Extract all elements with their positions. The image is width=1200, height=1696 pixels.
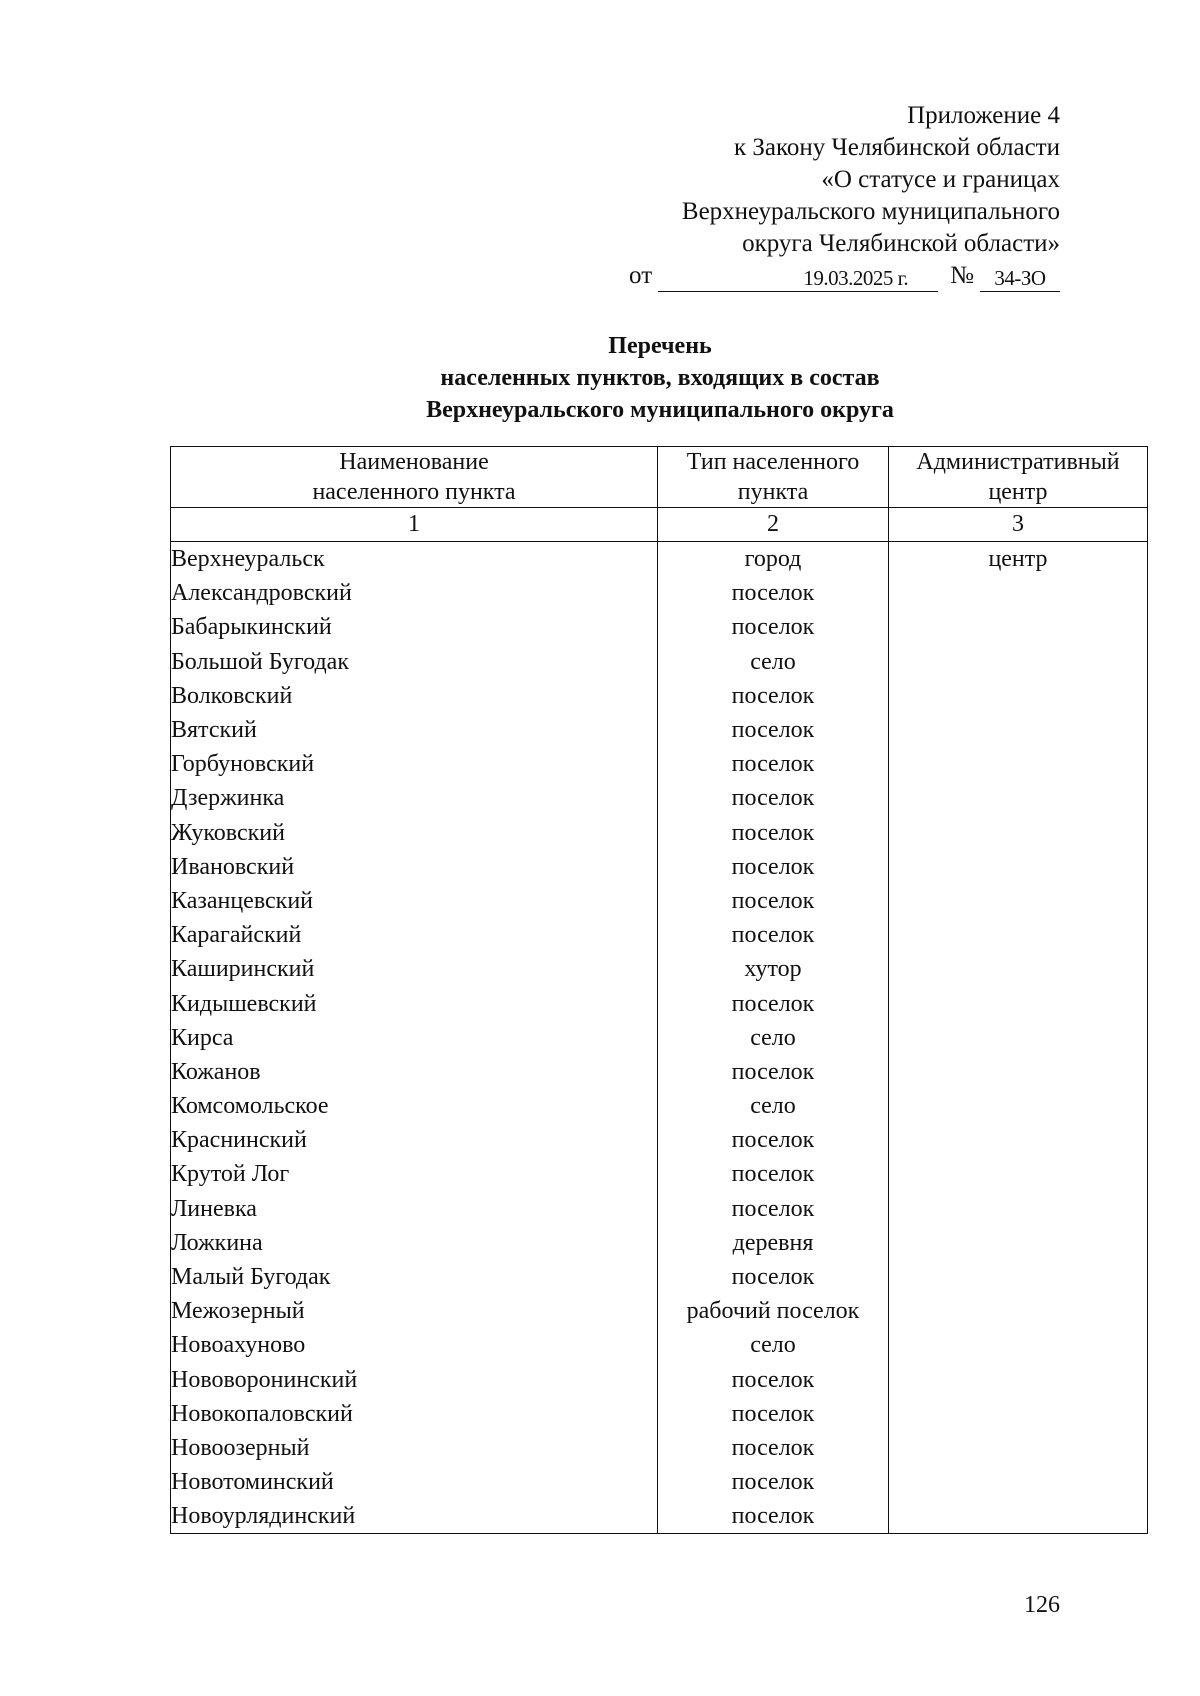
document-header [629, 100, 1060, 292]
title-line-1: Перечень [608, 333, 712, 359]
settlement-name: Краснинский [171, 1123, 658, 1157]
settlements-table [170, 446, 1148, 1534]
settlement-name: Дзержинка [171, 781, 658, 815]
settlement-name: Нововоронинский [171, 1363, 658, 1397]
admin-center [889, 1226, 1148, 1260]
table-row [171, 1021, 1148, 1055]
settlement-type: поселок [658, 1431, 889, 1465]
settlement-type: поселок [658, 986, 889, 1020]
settlement-name: Жуковский [171, 816, 658, 850]
table-row [171, 713, 1148, 747]
admin-center [889, 1465, 1148, 1499]
admin-center [889, 1294, 1148, 1328]
settlement-name: Кирса [171, 1021, 658, 1055]
admin-center [889, 952, 1148, 986]
admin-center [889, 1123, 1148, 1157]
admin-center [889, 679, 1148, 713]
settlement-type: поселок [658, 713, 889, 747]
column-number: 3 [889, 508, 1148, 542]
law-number: 34-ЗО [980, 265, 1060, 292]
column-number-row [171, 508, 1148, 542]
table-row [171, 1089, 1148, 1123]
settlement-name: Комсомольское [171, 1089, 658, 1123]
admin-center [889, 645, 1148, 679]
date-prefix: от [629, 262, 653, 289]
admin-center [889, 816, 1148, 850]
settlement-type: поселок [658, 1192, 889, 1226]
settlement-name: Карагайский [171, 918, 658, 952]
table-row [171, 1328, 1148, 1362]
table-row [171, 610, 1148, 644]
settlement-name: Горбуновский [171, 747, 658, 781]
table-row [171, 1226, 1148, 1260]
settlement-type: хутор [658, 952, 889, 986]
settlement-name: Крутой Лог [171, 1157, 658, 1191]
admin-center [889, 713, 1148, 747]
settlement-name: Межозерный [171, 1294, 658, 1328]
title-line-2: населенных пунктов, входящих в состав [440, 365, 880, 391]
settlement-type: поселок [658, 781, 889, 815]
table-row [171, 1157, 1148, 1191]
column-number: 2 [658, 508, 889, 542]
admin-center [889, 884, 1148, 918]
settlement-name: Ивановский [171, 850, 658, 884]
table-header-row [171, 447, 1148, 508]
table-row [171, 952, 1148, 986]
table-row [171, 1192, 1148, 1226]
settlement-name: Большой Бугодак [171, 645, 658, 679]
table-row [171, 1055, 1148, 1089]
table-row [171, 679, 1148, 713]
table-row [171, 1260, 1148, 1294]
appendix-label: Приложение 4 [907, 102, 1060, 129]
settlement-name: Каширинский [171, 952, 658, 986]
settlement-name: Верхнеуральск [171, 542, 658, 577]
table-row [171, 645, 1148, 679]
settlement-type: поселок [658, 1499, 889, 1534]
admin-center [889, 1499, 1148, 1534]
admin-center [889, 1021, 1148, 1055]
table-row [171, 884, 1148, 918]
settlement-type: поселок [658, 1260, 889, 1294]
settlement-type: село [658, 645, 889, 679]
admin-center [889, 1260, 1148, 1294]
table-row [171, 816, 1148, 850]
settlement-type: поселок [658, 747, 889, 781]
settlement-type: поселок [658, 1157, 889, 1191]
table-row [171, 1499, 1148, 1534]
settlement-type: поселок [658, 884, 889, 918]
table-row [171, 781, 1148, 815]
table-row [171, 1465, 1148, 1499]
settlement-type: поселок [658, 918, 889, 952]
table-row [171, 1123, 1148, 1157]
column-number: 1 [171, 508, 658, 542]
number-prefix: № [950, 262, 974, 289]
settlement-type: поселок [658, 1123, 889, 1157]
table-row [171, 747, 1148, 781]
admin-center [889, 1055, 1148, 1089]
settlement-type: деревня [658, 1226, 889, 1260]
settlement-type: поселок [658, 679, 889, 713]
settlement-type: поселок [658, 816, 889, 850]
admin-center: центр [889, 542, 1148, 577]
settlement-name: Вятский [171, 713, 658, 747]
settlement-type: поселок [658, 1397, 889, 1431]
table-row [171, 850, 1148, 884]
settlement-type: поселок [658, 1465, 889, 1499]
admin-center [889, 1397, 1148, 1431]
column-header-name: Наименование населенного пункта [171, 447, 658, 508]
admin-center [889, 850, 1148, 884]
settlement-name: Кожанов [171, 1055, 658, 1089]
settlement-type: село [658, 1089, 889, 1123]
table-row [171, 1431, 1148, 1465]
law-reference: к Закону Челябинской области [734, 134, 1060, 161]
title-line-3: Верхнеуральского муниципального округа [426, 397, 894, 423]
settlement-type: поселок [658, 1055, 889, 1089]
settlement-type: поселок [658, 850, 889, 884]
law-title-line-1: «О статусе и границах [821, 166, 1060, 193]
column-header-type: Тип населенного пункта [658, 447, 889, 508]
law-date-line [629, 260, 1060, 292]
column-header-center: Административный центр [889, 447, 1148, 508]
settlement-name: Ложкина [171, 1226, 658, 1260]
admin-center [889, 1192, 1148, 1226]
admin-center [889, 576, 1148, 610]
law-title-line-2: Верхнеуральского муниципального [681, 198, 1060, 225]
settlement-name: Волковский [171, 679, 658, 713]
admin-center [889, 986, 1148, 1020]
settlement-type: поселок [658, 1363, 889, 1397]
admin-center [889, 1089, 1148, 1123]
table-row [171, 542, 1148, 577]
table-row [171, 576, 1148, 610]
settlement-name: Новоурлядинский [171, 1499, 658, 1534]
settlement-type: поселок [658, 610, 889, 644]
table-row [171, 1294, 1148, 1328]
settlement-type: село [658, 1021, 889, 1055]
settlement-name: Бабарыкинский [171, 610, 658, 644]
settlement-name: Новотоминский [171, 1465, 658, 1499]
settlement-type: рабочий поселок [658, 1294, 889, 1328]
settlement-name: Казанцевский [171, 884, 658, 918]
table-row [171, 986, 1148, 1020]
settlement-type: село [658, 1328, 889, 1362]
settlement-name: Новокопаловский [171, 1397, 658, 1431]
table-row [171, 1363, 1148, 1397]
table-row [171, 1397, 1148, 1431]
settlement-name: Александровский [171, 576, 658, 610]
admin-center [889, 610, 1148, 644]
document-title [0, 330, 1200, 426]
page-number: 126 [1024, 1592, 1060, 1618]
admin-center [889, 1157, 1148, 1191]
admin-center [889, 1431, 1148, 1465]
table-row [171, 918, 1148, 952]
settlement-type: поселок [658, 576, 889, 610]
settlement-name: Малый Бугодак [171, 1260, 658, 1294]
admin-center [889, 1363, 1148, 1397]
admin-center [889, 918, 1148, 952]
settlement-type: город [658, 542, 889, 577]
admin-center [889, 781, 1148, 815]
law-date: 19.03.2025 г. [658, 265, 938, 292]
settlement-name: Новоахуново [171, 1328, 658, 1362]
settlement-name: Кидышевский [171, 986, 658, 1020]
admin-center [889, 1328, 1148, 1362]
admin-center [889, 747, 1148, 781]
law-title-line-3: округа Челябинской области» [742, 230, 1060, 257]
settlement-name: Линевка [171, 1192, 658, 1226]
settlement-name: Новоозерный [171, 1431, 658, 1465]
